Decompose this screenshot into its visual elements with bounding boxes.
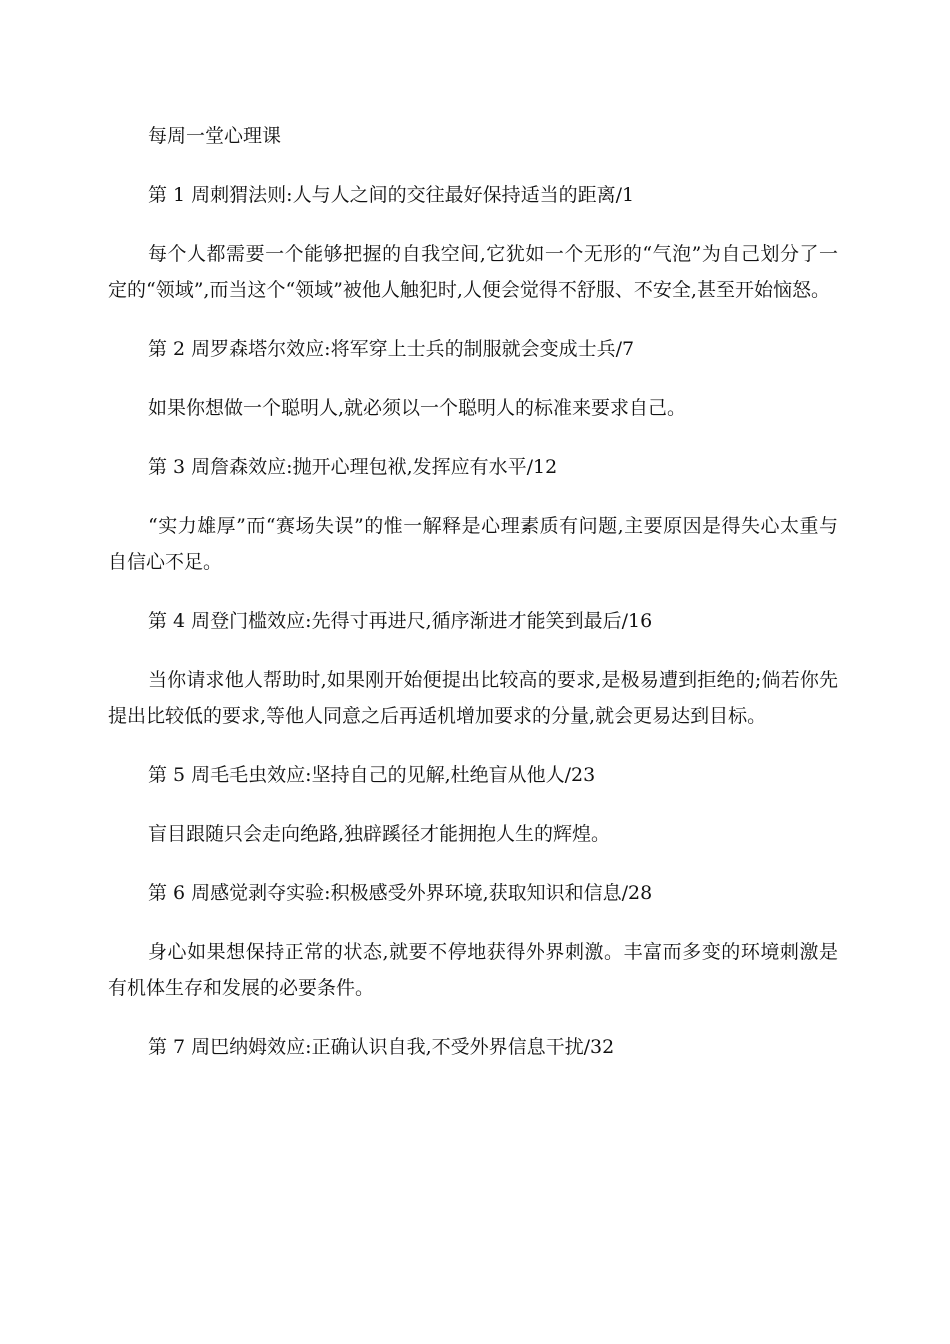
chapter-heading-week-6: 第 6 周感觉剥夺实验:积极感受外界环境,获取知识和信息/28 <box>148 882 653 904</box>
chapter-heading-week-2: 第 2 周罗森塔尔效应:将军穿上士兵的制服就会变成士兵/7 <box>148 338 635 360</box>
chapter-heading-week-3: 第 3 周詹森效应:抛开心理包袱,发挥应有水平/12 <box>148 456 558 478</box>
chapter-summary-week-6: 身心如果想保持正常的状态,就要不停地获得外界刺激。丰富而多变的环境刺激是有机体生存和发展的必要条件。 <box>108 941 838 999</box>
chapter-heading-week-4: 第 4 周登门槛效应:先得寸再进尺,循序渐进才能笑到最后/16 <box>148 610 653 632</box>
chapter-heading-week-1: 第 1 周刺猬法则:人与人之间的交往最好保持适当的距离/1 <box>148 184 635 206</box>
document-body <box>108 118 838 1088</box>
chapter-summary-week-5: 盲目跟随只会走向绝路,独辟蹊径才能拥抱人生的辉煌。 <box>148 823 611 845</box>
chapter-heading-week-7: 第 7 周巴纳姆效应:正确认识自我,不受外界信息干扰/32 <box>148 1036 615 1058</box>
chapter-summary-week-4: 当你请求他人帮助时,如果刚开始便提出比较高的要求,是极易遭到拒绝的;倘若你先提出比较低的要求,等他人同意之后再适机增加要求的分量,就会更易达到目标。 <box>108 669 838 727</box>
chapter-summary-week-3: “实力雄厚”而“赛场失误”的惟一解释是心理素质有问题,主要原因是得失心太重与自信心不足。 <box>108 515 838 573</box>
chapter-summary-week-2: 如果你想做一个聪明人,就必须以一个聪明人的标准来要求自己。 <box>148 397 687 419</box>
book-title: 每周一堂心理课 <box>148 125 282 147</box>
chapter-summary-week-1: 每个人都需要一个能够把握的自我空间,它犹如一个无形的“气泡”为自己划分了一定的“领域”,而当这个“领域”被他人触犯时,人便会觉得不舒服、不安全,甚至开始恼怒。 <box>108 243 838 301</box>
chapter-heading-week-5: 第 5 周毛毛虫效应:坚持自己的见解,杜绝盲从他人/23 <box>148 764 596 786</box>
